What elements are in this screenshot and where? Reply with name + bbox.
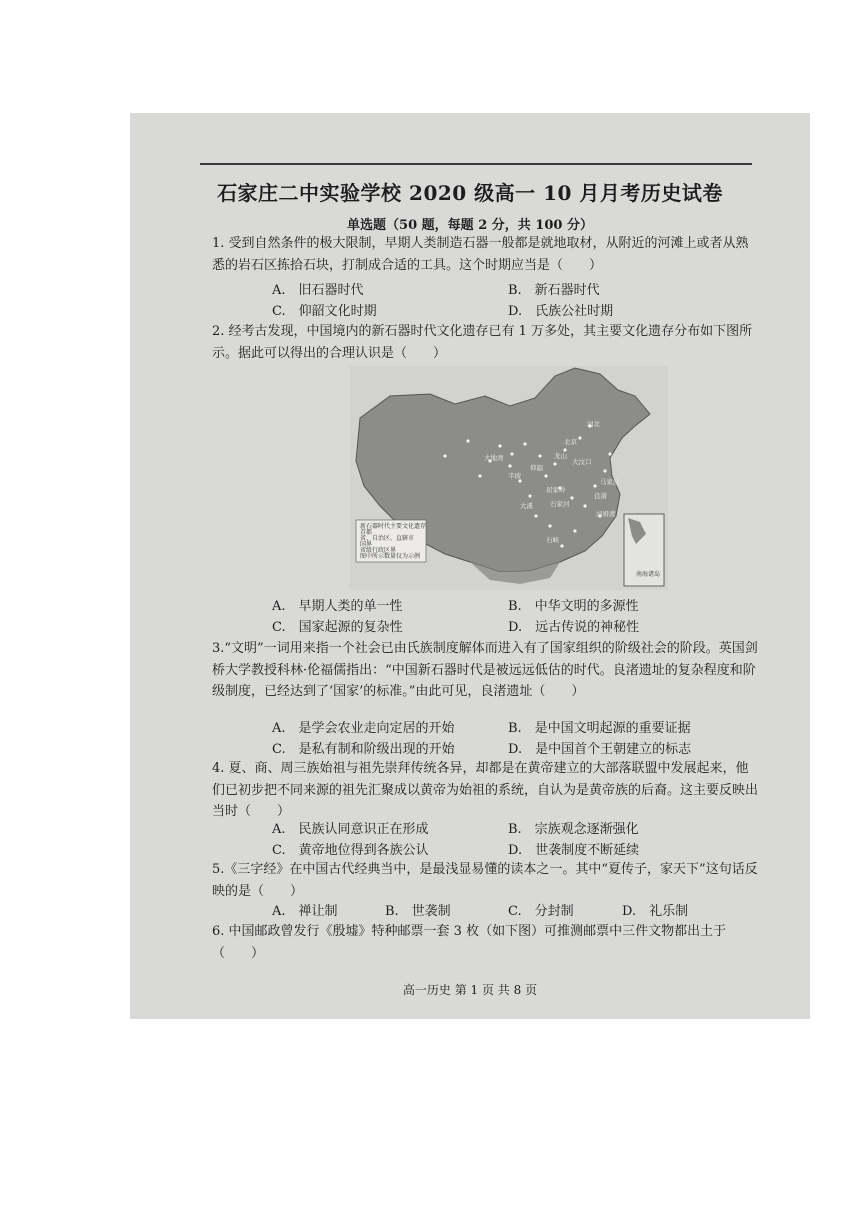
q1-option-a: A. 旧石器时代: [272, 283, 364, 298]
map-label-6: 大地湾: [484, 454, 504, 462]
map-label-4: 龙山: [554, 452, 567, 460]
legend-5: 省级行政区界: [360, 547, 397, 554]
section-heading: 单选题（50 题，每题 2 分，共 100 分）: [347, 218, 593, 233]
question-3-stem: 3.“文明”一词用来指一个社会已由氏族制度解体而进入有了国家组织的阶级社会的阶段。英国剑桥大学教授科林·伦福儒指出：“中国新石器时代是被远远低估的时代。良渚遗址的复杂程度和阶级制度，已经达到了‘国家’的标准。”由此可见，良渚遗址（ ）: [212, 641, 758, 699]
map-label-13: 石峡: [546, 536, 559, 544]
question-5-stem: 5.《三字经》在中国古代经典当中，是最浅显易懂的读本之一。其中“夏传子，家天下”这句话反映的是（ ）: [212, 862, 758, 899]
q4-option-b: B. 宗族观念逐渐强化: [508, 822, 639, 837]
map-label-11: 马家浜: [600, 478, 620, 486]
q5-option-a: A. 禅让制: [272, 904, 338, 919]
q2-option-a: A. 早期人类的单一性: [272, 599, 403, 614]
q3-option-d: D. 是中国首个王朝建立的标志: [508, 742, 692, 757]
q1-option-b: B. 新石器时代: [508, 283, 600, 298]
china-neolithic-map: [350, 366, 668, 590]
exam-title: 石家庄二中实验学校 2020 级高一 10 月月考历史试卷: [217, 181, 723, 205]
map-label-7: 良渚: [594, 492, 607, 500]
map-label-12: 半坡: [508, 472, 521, 480]
q2-option-c: C. 国家起源的复杂性: [272, 620, 403, 635]
map-label-3: 大汶口: [572, 458, 592, 466]
map-label-10: 大溪: [520, 502, 533, 510]
legend-1: 新石器时代主要文化遗存: [360, 523, 427, 530]
map-label-9: 河姆渡: [596, 510, 616, 518]
scanned-page: [130, 113, 810, 1019]
legend-4: 国界: [360, 541, 373, 548]
page-footer: 高一历史 第 1 页 共 8 页: [402, 983, 538, 997]
q3-option-a: A. 是学会农业走向定居的开始: [272, 721, 455, 736]
q4-option-d: D. 世袭制度不断延续: [508, 843, 640, 858]
map-label-5: 仰韶: [530, 464, 543, 472]
question-2-stem: 2. 经考古发现，中国境内的新石器时代文化遗存已有 1 万多处，其主要文化遗存分布如下图所示。据此可以得出的合理认识是（ ）: [212, 324, 753, 361]
question-4-stem: 4. 夏、商、周三族始祖与祖先崇拜传统各异，却都是在黄帝建立的大部落联盟中发展起来，他们已初步把不同来源的祖先汇聚成以黄帝为始祖的系统，自认为是黄帝族的后裔。这主要反映出当时（ ）: [212, 761, 759, 819]
map-label-14: 石家河: [550, 500, 570, 508]
q4-option-a: A. 民族认同意识正在形成: [272, 822, 429, 837]
q5-option-b: B. 世袭制: [385, 904, 451, 919]
map-label-8: 屈家岭: [546, 486, 566, 494]
q3-option-b: B. 是中国文明起源的重要证据: [508, 721, 691, 736]
q2-option-d: D. 远古传说的神秘性: [508, 620, 640, 635]
legend-3: 省、自治区、直辖市: [360, 535, 415, 542]
legend-6: 图中所示数量仅为示例: [360, 553, 421, 560]
question-1-stem: 1. 受到自然条件的极大限制，早期人类制造石器一般都是就地取材，从附近的河滩上或者从熟悉的岩石区拣拾石块，打制成合适的工具。这个时期应当是（ ）: [212, 236, 749, 273]
q3-option-c: C. 是私有制和阶级出现的开始: [272, 742, 455, 757]
map-label-1: 河北: [587, 420, 600, 428]
inset-label: 南海诸岛: [636, 571, 661, 578]
map-label-2: 北京: [564, 438, 577, 446]
q2-option-b: B. 中华文明的多源性: [508, 599, 639, 614]
q1-option-d: D. 氏族公社时期: [508, 304, 614, 319]
header-rule: [200, 163, 752, 165]
q1-option-c: C. 仰韶文化时期: [272, 304, 377, 319]
legend-2: 首都: [360, 529, 373, 536]
q5-option-c: C. 分封制: [508, 904, 574, 919]
question-6-stem: 6. 中国邮政曾发行《殷墟》特种邮票一套 3 枚（如下图）可推测邮票中三件文物都出土于（ ）: [212, 924, 727, 961]
q5-option-d: D. 礼乐制: [622, 904, 689, 919]
q4-option-c: C. 黄帝地位得到各族公认: [272, 843, 429, 858]
